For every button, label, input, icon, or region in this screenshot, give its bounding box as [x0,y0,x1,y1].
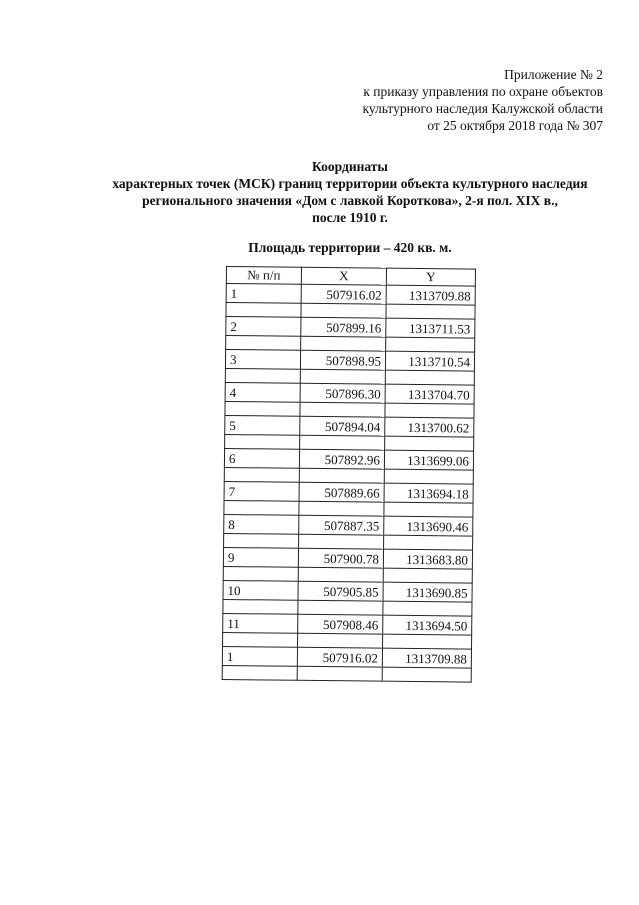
empty-cell [225,434,300,449]
coordinates-table [222,266,476,683]
x-coordinate-cell: 507916.02 [301,284,386,304]
title-line-2: характерных точек (МСК) границ территории объекта культурного наследия [112,176,588,191]
point-number-cell: 1 [226,284,301,304]
appendix-line-3: культурного наследия Калужской области [362,101,603,116]
document-title [60,158,639,226]
y-coordinate-cell: 1313690.46 [384,516,473,536]
x-coordinate-cell: 507905.85 [298,581,383,601]
appendix-header [303,66,603,134]
header-number: № п/п [226,267,301,285]
x-coordinate-cell: 507898.95 [300,350,385,370]
empty-cell [225,401,300,416]
y-coordinate-cell: 1313700.62 [385,417,474,437]
table-row [226,284,475,306]
table-row [224,448,473,470]
empty-cell [385,403,474,418]
y-coordinate-cell: 1313699.06 [384,450,473,470]
title-line-3: регионального значения «Дом с лавкой Короткова», 2-я пол. XIX в., [142,193,558,208]
y-coordinate-cell: 1313711.53 [386,318,475,338]
table-header-row [226,267,475,287]
empty-cell [298,567,383,582]
x-coordinate-cell: 507896.30 [300,383,385,403]
empty-cell [299,468,384,483]
point-number-cell: 3 [225,350,300,370]
empty-cell [226,336,301,351]
empty-cell [226,303,301,318]
x-coordinate-cell: 507908.46 [298,614,383,634]
y-coordinate-cell: 1313694.18 [384,483,473,503]
area-statement: Площадь территории – 420 кв. м. [248,240,452,255]
empty-cell [298,600,383,615]
header-x: X [301,267,386,285]
empty-cell [385,436,474,451]
empty-cell [384,502,473,517]
x-coordinate-cell: 507889.66 [299,482,384,502]
point-number-cell: 5 [225,415,300,435]
empty-cell [301,336,386,351]
appendix-line-4: от 25 октября 2018 года № 307 [427,118,603,133]
empty-cell [224,533,299,548]
empty-cell [301,303,386,318]
point-number-cell: 10 [223,580,298,600]
x-coordinate-cell: 507899.16 [301,317,386,337]
x-coordinate-cell: 507887.35 [299,515,384,535]
point-number-cell: 4 [225,382,300,402]
empty-cell [383,634,472,649]
empty-cell [297,666,382,681]
point-number-cell: 7 [224,481,299,501]
x-coordinate-cell: 507916.02 [297,647,382,667]
appendix-line-2: к приказу управления по охране объектов [363,84,603,99]
point-number-cell: 9 [223,547,298,567]
empty-cell [385,370,474,385]
point-number-cell: 1 [222,646,297,666]
table-row [226,317,475,339]
empty-cell [225,368,300,383]
empty-cell [386,337,475,352]
empty-cell [300,402,385,417]
empty-cell [384,535,473,550]
empty-cell [223,632,298,647]
x-coordinate-cell: 507892.96 [299,449,384,469]
empty-cell [223,566,298,581]
y-coordinate-cell: 1313683.80 [383,549,472,569]
empty-cell [386,304,475,319]
empty-cell [224,500,299,515]
y-coordinate-cell: 1313704.70 [385,384,474,404]
table-row [224,481,473,503]
empty-cell [300,435,385,450]
empty-cell [223,599,298,614]
empty-cell [383,601,472,616]
table-row [224,514,473,536]
y-coordinate-cell: 1313709.88 [386,285,475,305]
table-row [225,382,474,404]
y-coordinate-cell: 1313694.50 [383,615,472,635]
title-line-1: Координаты [312,159,388,174]
empty-cell [299,501,384,516]
empty-cell [224,467,299,482]
empty-cell [384,469,473,484]
table-spacer-row [222,665,471,682]
y-coordinate-cell: 1313710.54 [385,351,474,371]
empty-cell [299,534,384,549]
table-row [225,415,474,437]
point-number-cell: 11 [223,613,298,633]
point-number-cell: 8 [224,514,299,534]
empty-cell [383,568,472,583]
y-coordinate-cell: 1313709.88 [382,648,471,668]
point-number-cell: 2 [226,317,301,337]
table-row [222,646,471,668]
table-row [223,580,472,602]
title-line-4: после 1910 г. [312,210,388,225]
y-coordinate-cell: 1313690.85 [383,582,472,602]
x-coordinate-cell: 507894.04 [300,416,385,436]
x-coordinate-cell: 507900.78 [298,548,383,568]
empty-cell [300,369,385,384]
empty-cell [222,665,297,680]
coordinates-table-body [222,284,475,683]
empty-cell [298,633,383,648]
table-row [223,547,472,569]
point-number-cell: 6 [224,448,299,468]
appendix-line-1: Приложение № 2 [504,67,603,82]
empty-cell [382,667,471,682]
table-row [223,613,472,635]
header-y: Y [386,268,475,286]
table-row [225,350,474,372]
